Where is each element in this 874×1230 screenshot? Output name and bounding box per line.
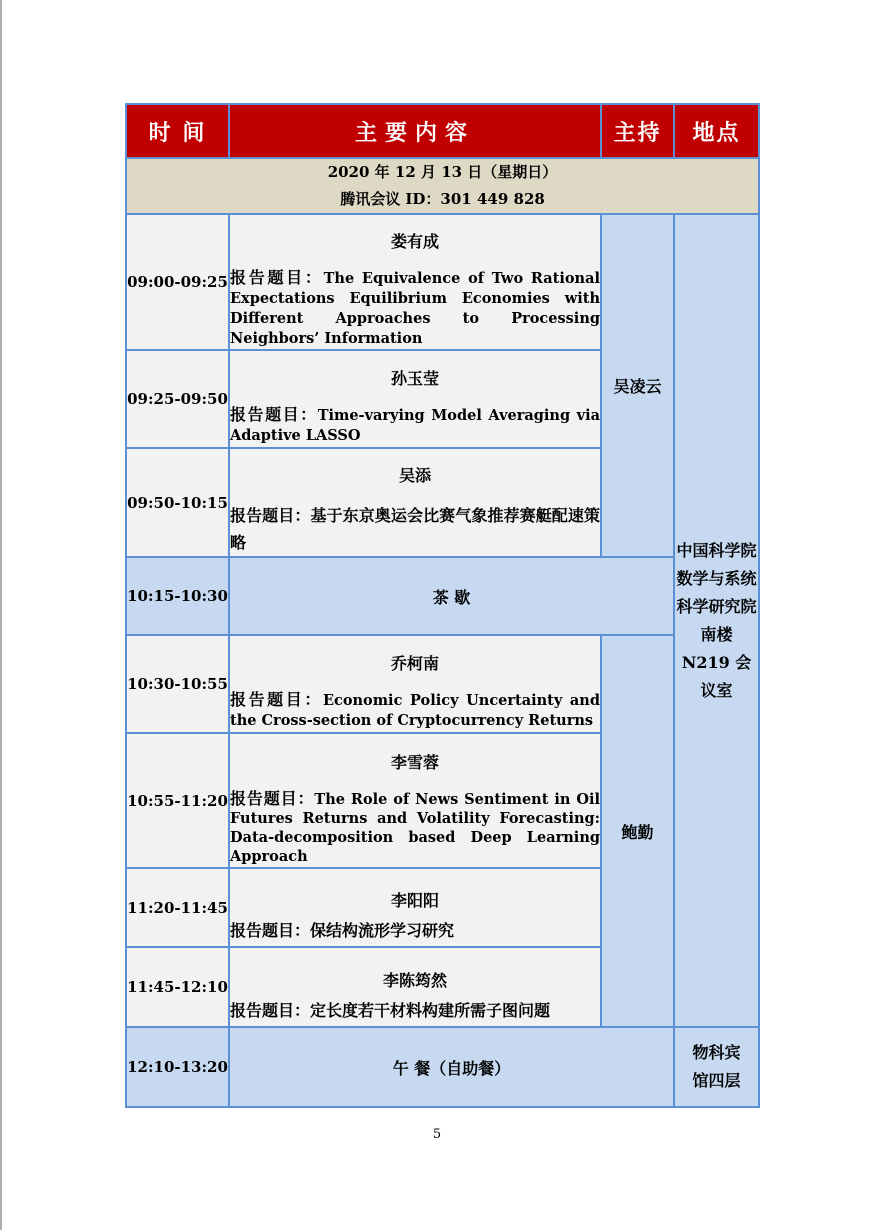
host-cell: 吴凌云 [601, 214, 674, 557]
talk-title-text: Time-varying Model Averaging via Adaptive LASSO [230, 407, 600, 444]
date-row [126, 158, 759, 214]
header-time: 时 间 [126, 104, 229, 158]
talk-title-text: The Role of News Sentiment in Oil Futures Returns and Volatility Forecasting: Data-decomposition based Deep Learning Approach [230, 790, 600, 865]
talk-label: 报告题目： [230, 405, 318, 424]
session-time: 11:20-11:45 [126, 868, 229, 947]
session-content [229, 214, 601, 350]
header-content: 主要内容 [229, 104, 601, 158]
lunch-time: 12:10-13:20 [126, 1027, 229, 1107]
speaker-name: 李陈筠然 [382, 970, 447, 990]
session-time: 10:30-10:55 [126, 635, 229, 733]
talk-title [230, 789, 600, 866]
session-date: 2020 年 12 月 13 日（星期日） [327, 163, 558, 181]
talk-label: 报告题目： [230, 1000, 311, 1020]
lunch-venue: 物科宾馆四层 [674, 1027, 759, 1107]
session-content [229, 448, 601, 557]
talk-title-text: 保结构流形学习研究 [310, 921, 455, 940]
header-venue: 地点 [674, 104, 759, 158]
speaker-name: 吴添 [398, 466, 431, 485]
talk-title-text: 定长度若干材料构建所需子图问题 [310, 1000, 551, 1020]
tea-break-label: 茶 歇 [229, 557, 674, 635]
venue-cell: 中国科学院数学与系统科学研究院南楼 N219 会议室 [674, 214, 759, 1027]
header-row [126, 104, 759, 158]
session-time: 10:55-11:20 [126, 733, 229, 868]
session-time: 11:45-12:10 [126, 947, 229, 1027]
session-content [229, 868, 601, 947]
talk-title [230, 921, 600, 941]
speaker-name: 李雪蓉 [390, 752, 439, 772]
page-number: 5 [432, 1127, 442, 1142]
session-content [229, 350, 601, 448]
talk-title [230, 502, 600, 556]
date-cell [126, 158, 759, 214]
session-content [229, 733, 601, 868]
talk-label: 报告题目： [230, 268, 324, 287]
host-cell: 鲍勤 [601, 635, 674, 1027]
lunch-row [126, 1027, 759, 1107]
lunch-label: 午 餐（自助餐） [229, 1027, 674, 1107]
tea-break-row [126, 557, 759, 635]
tea-break-time: 10:15-10:30 [126, 557, 229, 635]
talk-title-text: The Equivalence of Two Rational Expectations Equilibrium Economies with Different Approaches to Processing Neighbors’ Information [230, 270, 600, 347]
session-time: 09:25-09:50 [126, 350, 229, 448]
session-content [229, 635, 601, 733]
talk-title-text: Economic Policy Uncertainty and the Cross-section of Cryptocurrency Returns [230, 692, 600, 729]
session-time: 09:50-10:15 [126, 448, 229, 557]
talk-label: 报告题目： [230, 506, 311, 525]
talk-title [230, 690, 600, 731]
session-content [229, 947, 601, 1027]
talk-title [230, 268, 600, 349]
talk-title-text: 基于东京奥运会比赛气象推荐赛艇配速策略 [230, 506, 600, 552]
speaker-name: 娄有成 [390, 232, 439, 251]
schedule-table [125, 103, 760, 1108]
talk-title [230, 405, 600, 446]
speaker-name: 李阳阳 [390, 891, 439, 910]
page-edge [0, 0, 2, 1230]
session-time: 09:00-09:25 [126, 214, 229, 350]
talk-title [230, 1001, 600, 1021]
table-row [126, 635, 759, 733]
talk-label: 报告题目： [230, 788, 315, 808]
table-row [126, 214, 759, 350]
talk-label: 报告题目： [230, 690, 323, 709]
speaker-name: 乔柯南 [390, 654, 439, 673]
header-host: 主持 [601, 104, 674, 158]
speaker-name: 孙玉莹 [390, 369, 439, 388]
talk-label: 报告题目： [230, 921, 311, 940]
meeting-id: 腾讯会议 ID：301 449 828 [340, 190, 545, 208]
